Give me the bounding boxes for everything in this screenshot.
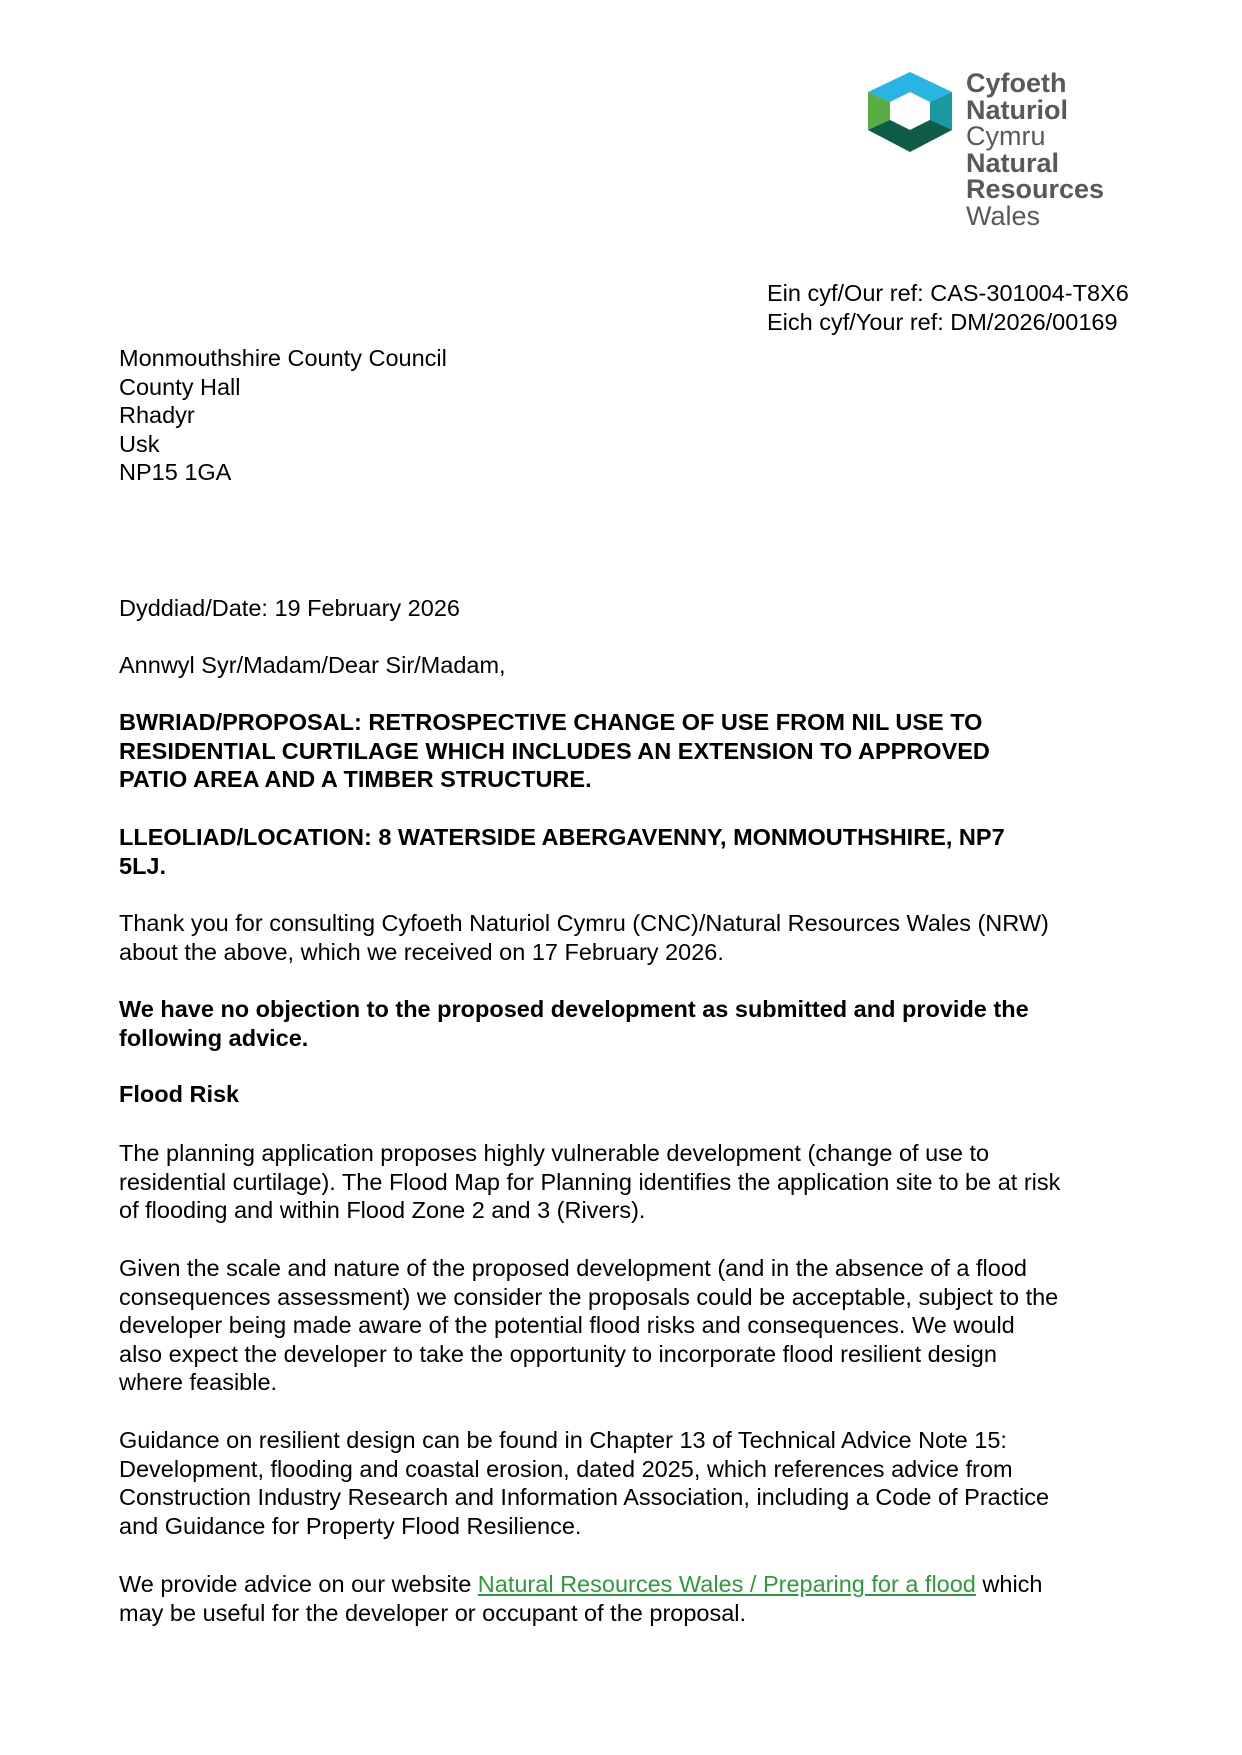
logo-line: Cymru — [966, 121, 1046, 151]
logo-line: Cyfoeth — [966, 68, 1067, 98]
text-line: of flooding and within Flood Zone 2 and 3 (Rivers). — [119, 1197, 646, 1224]
text-line: Construction Industry Research and Information Association, including a Code of Practice — [119, 1484, 1050, 1511]
text-fragment: which — [975, 1571, 1043, 1597]
salutation: Annwyl Syr/Madam/Dear Sir/Madam, — [119, 652, 506, 678]
text-line: The planning application proposes highly vulnerable development (change of use to — [119, 1140, 990, 1166]
proposal-line: RESIDENTIAL CURTILAGE WHICH INCLUDES AN EXTENSION TO APPROVED — [119, 737, 990, 764]
nrw-logo-text — [966, 70, 1104, 229]
thanks-paragraph — [119, 909, 1129, 966]
logo-line: Naturiol — [966, 94, 1069, 125]
text-line: developer being made aware of the potential flood risks and consequences. We would — [119, 1312, 1015, 1339]
text-line: also expect the developer to take the opportunity to incorporate flood resilient design — [119, 1340, 997, 1367]
text-line: Thank you for consulting Cyfoeth Naturiol Cymru (CNC)/Natural Resources Wales (NRW) — [119, 910, 1049, 936]
text-fragment: We provide advice on our website — [119, 1571, 478, 1597]
proposal-line: PATIO AREA AND A TIMBER STRUCTURE. — [119, 766, 592, 793]
address-line: Rhadyr — [119, 402, 195, 429]
letter-date: Dyddiad/Date: 19 February 2026 — [119, 595, 460, 621]
paragraph-1 — [119, 1139, 1129, 1225]
text-line: and Guidance for Property Flood Resilience. — [119, 1512, 582, 1539]
no-objection-statement — [119, 995, 1129, 1052]
paragraph-2 — [119, 1254, 1129, 1397]
logo-line: Resources — [966, 174, 1105, 204]
address-line: NP15 1GA — [119, 459, 232, 486]
logo-line: Natural — [966, 147, 1060, 178]
nrw-logo-icon — [868, 72, 952, 152]
paragraph-4 — [119, 1570, 1129, 1627]
location-heading — [119, 823, 1129, 880]
text-line: about the above, which we received on 17 February 2026. — [119, 938, 724, 965]
paragraph-3 — [119, 1426, 1129, 1540]
flood-risk-heading: Flood Risk — [119, 1081, 240, 1107]
preparing-for-flood-link[interactable]: Natural Resources Wales / Preparing for a flood — [477, 1571, 976, 1597]
text-line: Guidance on resilient design can be found in Chapter 13 of Technical Advice Note 15: — [119, 1427, 1007, 1453]
text-line: consequences assessment) we consider the proposals could be acceptable, subject to the — [119, 1283, 1059, 1310]
text-line: following advice. — [119, 1024, 309, 1051]
reference-block — [767, 279, 1129, 336]
logo-line: Wales — [966, 200, 1041, 231]
address-line: Monmouthshire County Council — [119, 345, 447, 371]
text-line: residential curtilage). The Flood Map for Planning identifies the application site to be at risk — [119, 1168, 1061, 1195]
text-line — [119, 1570, 1129, 1599]
proposal-heading — [119, 708, 1129, 794]
location-line: 5LJ. — [119, 852, 167, 879]
text-line: We have no objection to the proposed development as submitted and provide the — [119, 996, 1029, 1022]
proposal-line: BWRIAD/PROPOSAL: RETROSPECTIVE CHANGE OF USE FROM NIL USE TO — [119, 709, 983, 735]
your-ref: Eich cyf/Your ref: DM/2026/00169 — [767, 308, 1118, 335]
text-line: where feasible. — [119, 1369, 278, 1396]
location-line: LLEOLIAD/LOCATION: 8 WATERSIDE ABERGAVENNY, MONMOUTHSHIRE, NP7 — [119, 824, 1005, 850]
address-line: County Hall — [119, 373, 241, 400]
recipient-address — [119, 344, 1129, 487]
address-line: Usk — [119, 430, 160, 457]
text-line: Development, flooding and coastal erosion, dated 2025, which references advice from — [119, 1455, 1013, 1482]
our-ref: Ein cyf/Our ref: CAS-301004-T8X6 — [767, 280, 1129, 306]
text-line: may be useful for the developer or occupant of the proposal. — [119, 1599, 747, 1626]
text-line: Given the scale and nature of the proposed development (and in the absence of a flood — [119, 1255, 1027, 1281]
